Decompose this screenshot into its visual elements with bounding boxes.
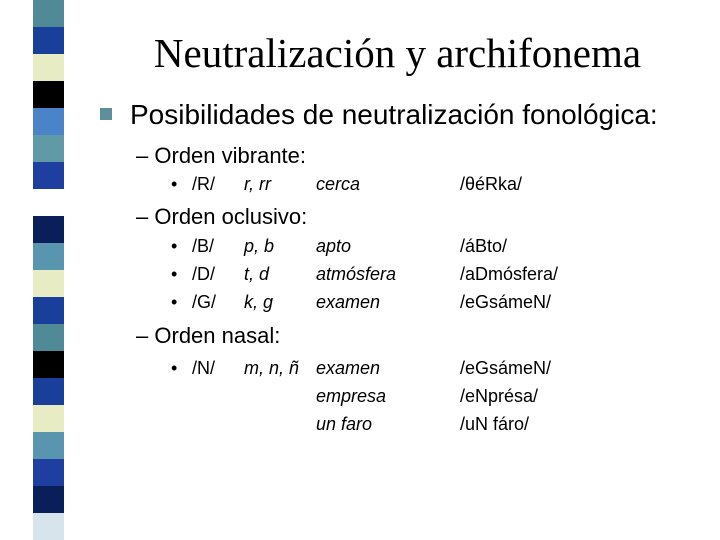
archiphoneme: /N/ (192, 358, 216, 378)
stripe-block (33, 81, 64, 108)
example-word: apto (316, 236, 352, 256)
neutralized-phonemes: m, n, ñ (244, 358, 300, 378)
stripe-block (33, 270, 64, 297)
dot-bullet: • (171, 358, 178, 378)
stripe-block (33, 0, 64, 27)
dash-bullet: – (136, 204, 149, 229)
stripe-block (33, 432, 64, 459)
section-heading-oclusivo (136, 203, 307, 231)
example-word: atmósfera (316, 264, 397, 284)
example-word: examen (316, 292, 381, 312)
stripe-block (33, 189, 64, 216)
stripe-block (33, 216, 64, 243)
stripe-block (33, 513, 64, 540)
transcription: /θéRka/ (460, 174, 523, 194)
transcription: /uN fáro/ (460, 414, 530, 434)
section-heading-vibrante (136, 142, 306, 170)
transcription: /áBto/ (460, 236, 508, 256)
dash-bullet: – (136, 143, 149, 168)
neutralized-phonemes: r, rr (244, 174, 271, 194)
example-word: examen (316, 358, 381, 378)
dash-bullet: – (136, 323, 149, 348)
section-heading-text: Orden vibrante: (154, 143, 307, 168)
stripe-block (33, 297, 64, 324)
stripe-block (33, 459, 64, 486)
transcription: /aDmósfera/ (460, 264, 559, 284)
neutralized-phonemes: p, b (244, 236, 275, 256)
dot-bullet: • (171, 292, 178, 312)
slide-title: Neutralización y archifonema (153, 30, 642, 76)
section-heading-text: Orden nasal: (154, 323, 281, 348)
transcription: /eNprésa/ (460, 386, 539, 406)
decorative-stripe (33, 0, 64, 540)
stripe-block (33, 351, 64, 378)
stripe-block (33, 243, 64, 270)
transcription: /eGsámeN/ (460, 292, 552, 312)
dot-bullet: • (171, 264, 178, 284)
stripe-block (33, 135, 64, 162)
dot-bullet: • (171, 236, 178, 256)
stripe-block (33, 378, 64, 405)
example-word: un faro (316, 414, 373, 434)
square-bullet-icon (100, 108, 112, 120)
neutralized-phonemes: k, g (244, 292, 274, 312)
stripe-block (33, 486, 64, 513)
archiphoneme: /R/ (192, 174, 216, 194)
example-word: empresa (316, 386, 387, 406)
archiphoneme: /D/ (192, 264, 216, 284)
stripe-block (33, 324, 64, 351)
archiphoneme: /G/ (192, 292, 217, 312)
neutralized-phonemes: t, d (244, 264, 270, 284)
example-word: cerca (316, 174, 361, 194)
stripe-block (33, 405, 64, 432)
transcription: /eGsámeN/ (460, 358, 552, 378)
section-heading-text: Orden oclusivo: (154, 204, 308, 229)
main-bullet-text: Posibilidades de neutralización fonológica: (130, 99, 658, 130)
stripe-block (33, 162, 64, 189)
stripe-block (33, 108, 64, 135)
dot-bullet: • (171, 174, 178, 194)
section-heading-nasal (136, 322, 280, 350)
archiphoneme: /B/ (192, 236, 215, 256)
